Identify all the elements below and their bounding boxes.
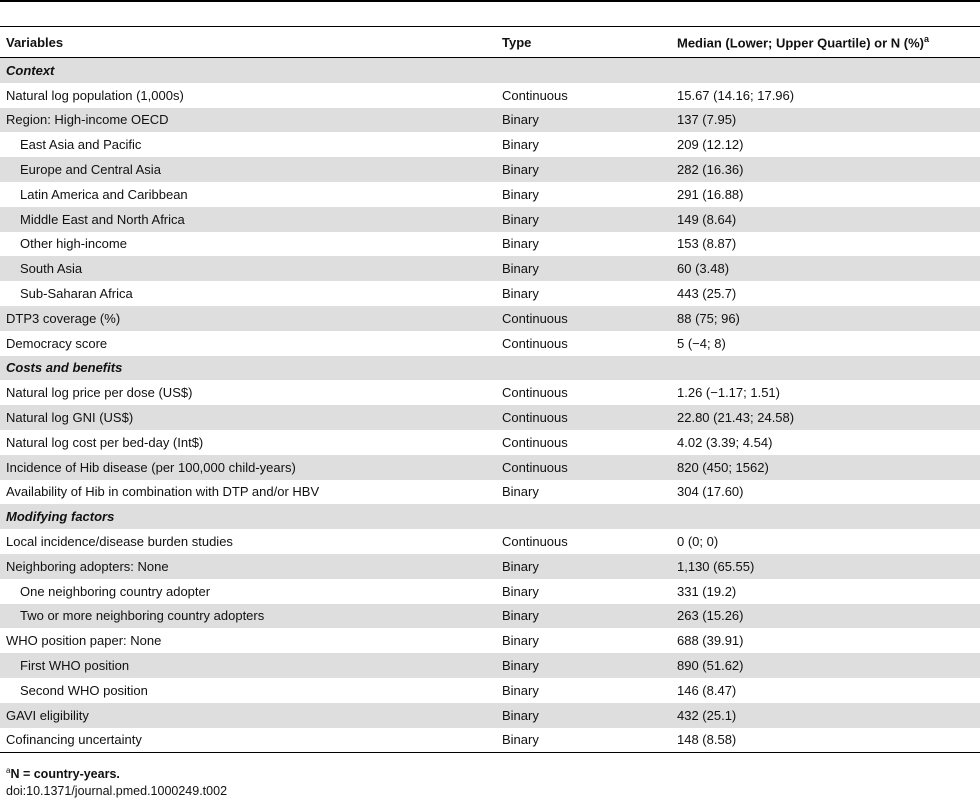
value-cell: 1,130 (65.55) bbox=[671, 554, 980, 579]
variable-cell: Democracy score bbox=[6, 335, 108, 351]
type-cell: Binary bbox=[496, 554, 671, 579]
variable-cell: GAVI eligibility bbox=[0, 703, 496, 728]
type-cell: Binary bbox=[502, 583, 539, 599]
table-row bbox=[0, 678, 980, 703]
table-row bbox=[0, 207, 980, 232]
type-cell: Binary bbox=[496, 728, 671, 753]
type-cell: Binary bbox=[502, 236, 539, 252]
table-row bbox=[0, 157, 980, 182]
variable-cell: Neighboring adopters: None bbox=[0, 554, 496, 579]
table-row bbox=[0, 380, 980, 405]
value-cell: 304 (17.60) bbox=[677, 484, 744, 500]
value-cell: 282 (16.36) bbox=[671, 157, 980, 182]
table-row bbox=[0, 132, 980, 157]
type-cell bbox=[496, 58, 671, 83]
value-cell: 1.26 (−1.17; 1.51) bbox=[677, 385, 780, 401]
footnote-text: N = country-years. bbox=[10, 767, 120, 782]
top-rule bbox=[0, 0, 980, 2]
table-row bbox=[0, 281, 980, 306]
value-cell: 137 (7.95) bbox=[671, 108, 980, 133]
table-row bbox=[0, 83, 980, 108]
table-row bbox=[0, 579, 980, 604]
variable-cell: South Asia bbox=[0, 256, 496, 281]
type-cell: Binary bbox=[496, 703, 671, 728]
table-row bbox=[0, 182, 980, 207]
table-row bbox=[0, 604, 980, 629]
variable-cell: Natural log population (1,000s) bbox=[6, 87, 184, 103]
variable-cell: Natural log price per dose (US$) bbox=[6, 385, 193, 401]
variable-cell: Two or more neighboring country adopters bbox=[0, 604, 496, 629]
footnote bbox=[6, 766, 120, 781]
value-cell: 331 (19.2) bbox=[677, 583, 737, 599]
header-value bbox=[671, 27, 980, 58]
value-cell bbox=[671, 356, 980, 381]
value-cell: 820 (450; 1562) bbox=[671, 455, 980, 480]
variable-cell: Availability of Hib in combination with DTP and/or HBV bbox=[6, 484, 320, 500]
variable-cell: Cofinancing uncertainty bbox=[0, 728, 496, 753]
variable-cell: Europe and Central Asia bbox=[0, 157, 496, 182]
variable-cell: DTP3 coverage (%) bbox=[0, 306, 496, 331]
variable-cell: Sub-Saharan Africa bbox=[20, 286, 133, 302]
footnote-marker: a bbox=[6, 766, 11, 775]
value-cell bbox=[671, 58, 980, 83]
type-cell: Binary bbox=[502, 633, 539, 649]
header-value-marker: a bbox=[924, 33, 930, 44]
header-type: Type bbox=[496, 27, 671, 58]
value-cell: 15.67 (14.16; 17.96) bbox=[677, 87, 795, 103]
section-row bbox=[0, 356, 980, 381]
value-cell: 60 (3.48) bbox=[671, 256, 980, 281]
type-cell bbox=[496, 504, 671, 529]
value-cell: 890 (51.62) bbox=[671, 653, 980, 678]
type-cell: Binary bbox=[502, 484, 539, 500]
table-row bbox=[0, 728, 980, 753]
type-cell: Continuous bbox=[502, 87, 568, 103]
type-cell: Binary bbox=[502, 286, 539, 302]
variable-cell: Other high-income bbox=[20, 236, 127, 252]
type-cell: Binary bbox=[496, 256, 671, 281]
value-cell: 209 (12.12) bbox=[677, 137, 744, 153]
type-cell: Continuous bbox=[496, 455, 671, 480]
value-cell: 443 (25.7) bbox=[677, 286, 737, 302]
table-row bbox=[0, 331, 980, 356]
table-row bbox=[0, 480, 980, 505]
type-cell: Binary bbox=[496, 207, 671, 232]
variable-cell: Middle East and North Africa bbox=[0, 207, 496, 232]
type-cell: Continuous bbox=[502, 534, 568, 550]
table-row bbox=[0, 256, 980, 281]
header-variables: Variables bbox=[0, 27, 496, 58]
variable-cell: Latin America and Caribbean bbox=[20, 186, 188, 202]
header-value-text: Median (Lower; Upper Quartile) or N (%) bbox=[677, 35, 925, 51]
variable-cell: Second WHO position bbox=[20, 682, 148, 698]
type-cell: Continuous bbox=[496, 405, 671, 430]
section-label: Context bbox=[0, 58, 496, 83]
type-cell: Binary bbox=[502, 682, 539, 698]
section-row bbox=[0, 504, 980, 529]
table-body bbox=[0, 58, 980, 753]
value-cell: 291 (16.88) bbox=[677, 186, 744, 202]
header-row bbox=[0, 27, 980, 58]
table-row bbox=[0, 455, 980, 480]
value-cell bbox=[671, 504, 980, 529]
table-container bbox=[0, 26, 980, 753]
type-cell: Binary bbox=[502, 186, 539, 202]
value-cell: 88 (75; 96) bbox=[671, 306, 980, 331]
value-cell: 22.80 (21.43; 24.58) bbox=[671, 405, 980, 430]
table-row bbox=[0, 703, 980, 728]
section-label: Costs and benefits bbox=[0, 356, 496, 381]
value-cell: 432 (25.1) bbox=[671, 703, 980, 728]
table-row bbox=[0, 628, 980, 653]
value-cell: 153 (8.87) bbox=[677, 236, 737, 252]
table-row bbox=[0, 430, 980, 455]
variable-cell: WHO position paper: None bbox=[6, 633, 162, 649]
table-row bbox=[0, 653, 980, 678]
variable-cell: East Asia and Pacific bbox=[20, 137, 142, 153]
type-cell: Continuous bbox=[502, 335, 568, 351]
type-cell: Continuous bbox=[502, 385, 568, 401]
table-row bbox=[0, 306, 980, 331]
type-cell: Binary bbox=[496, 157, 671, 182]
variable-cell: Local incidence/disease burden studies bbox=[6, 534, 233, 550]
variable-cell: First WHO position bbox=[0, 653, 496, 678]
type-cell: Binary bbox=[496, 604, 671, 629]
variable-cell: Region: High-income OECD bbox=[0, 108, 496, 133]
value-cell: 5 (−4; 8) bbox=[677, 335, 726, 351]
table-row bbox=[0, 232, 980, 257]
type-cell: Binary bbox=[496, 653, 671, 678]
table-row bbox=[0, 405, 980, 430]
table-row bbox=[0, 529, 980, 554]
value-cell: 263 (15.26) bbox=[671, 604, 980, 629]
variable-cell: Natural log cost per bed-day (Int$) bbox=[6, 434, 204, 450]
type-cell bbox=[496, 356, 671, 381]
variable-cell: Natural log GNI (US$) bbox=[0, 405, 496, 430]
variable-cell: Incidence of Hib disease (per 100,000 child-years) bbox=[0, 455, 496, 480]
doi-text: doi:10.1371/journal.pmed.1000249.t002 bbox=[6, 784, 228, 798]
value-cell: 148 (8.58) bbox=[671, 728, 980, 753]
table-row bbox=[0, 108, 980, 133]
type-cell: Continuous bbox=[496, 306, 671, 331]
value-cell: 146 (8.47) bbox=[677, 682, 737, 698]
section-label: Modifying factors bbox=[0, 504, 496, 529]
variable-cell: One neighboring country adopter bbox=[20, 583, 211, 599]
table-row bbox=[0, 554, 980, 579]
value-cell: 149 (8.64) bbox=[671, 207, 980, 232]
type-cell: Continuous bbox=[502, 434, 568, 450]
section-row bbox=[0, 58, 980, 83]
type-cell: Binary bbox=[502, 137, 539, 153]
type-cell: Binary bbox=[496, 108, 671, 133]
value-cell: 688 (39.91) bbox=[677, 633, 744, 649]
value-cell: 4.02 (3.39; 4.54) bbox=[677, 434, 773, 450]
value-cell: 0 (0; 0) bbox=[677, 534, 719, 550]
variables-table bbox=[0, 26, 980, 753]
